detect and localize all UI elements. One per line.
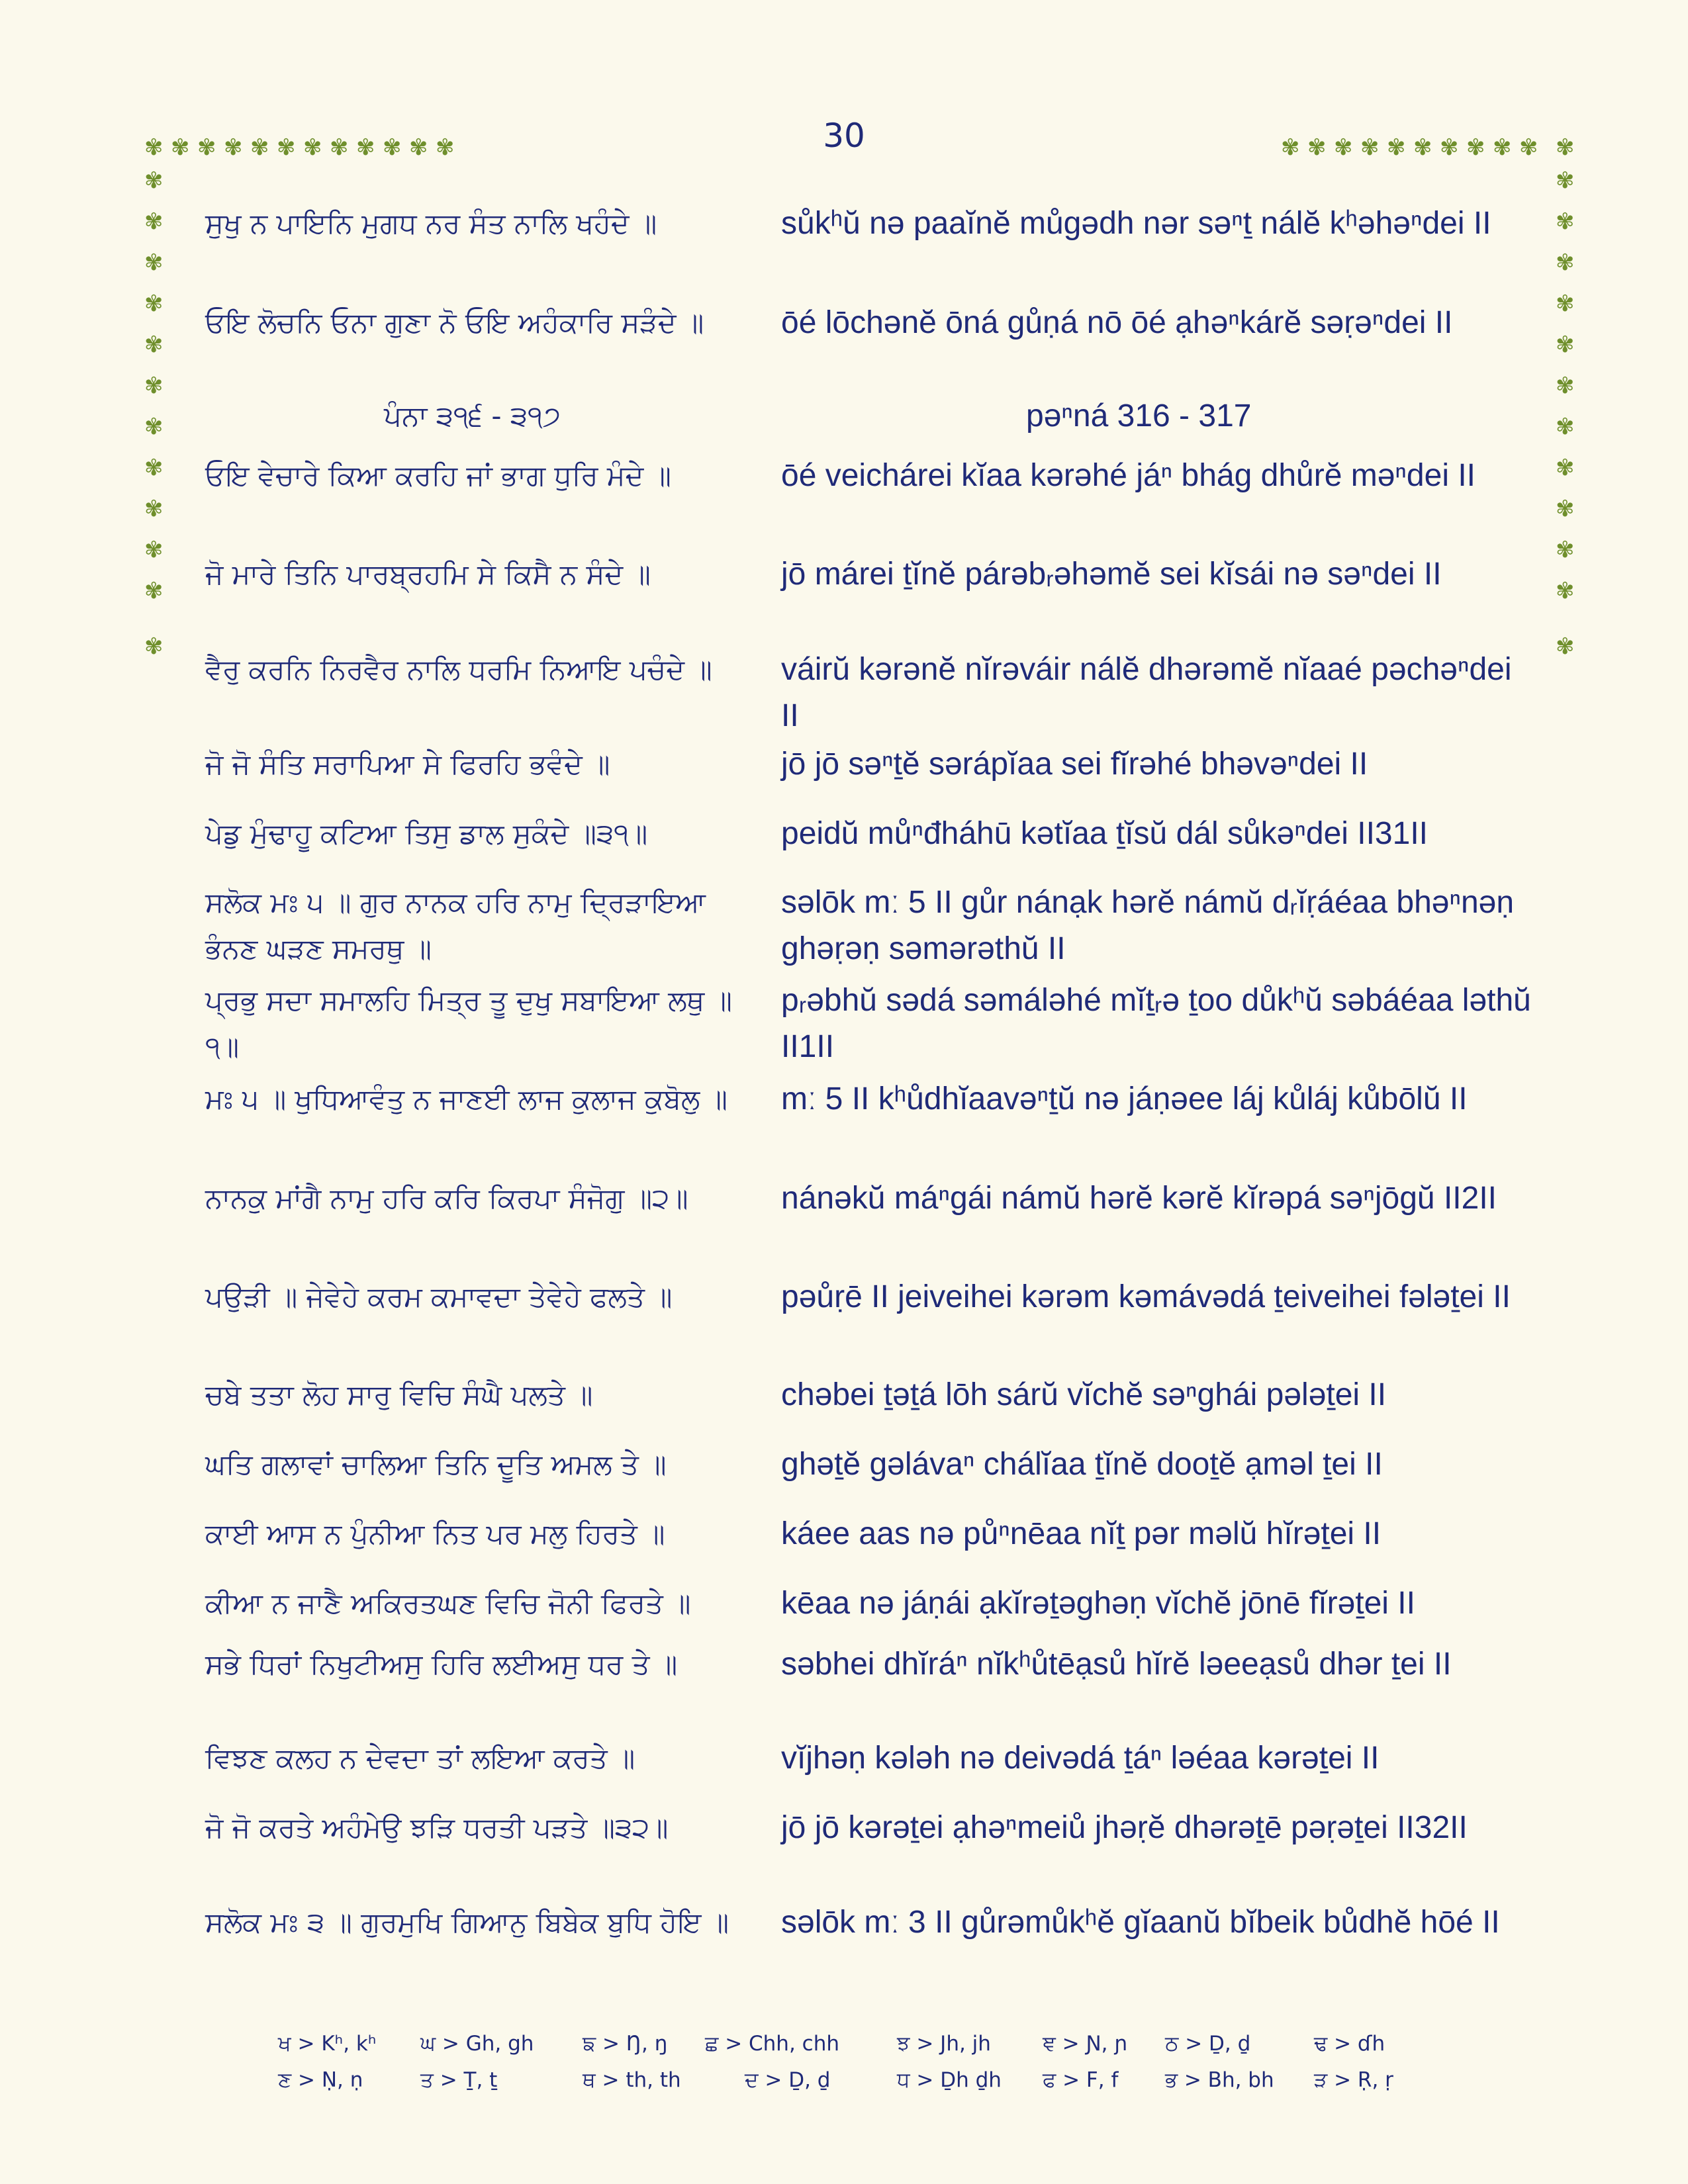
flower-ornament-icon: ✾ bbox=[356, 134, 375, 161]
transliteration-text: ōé lōchənĕ ōná gůṇá nō ōé ạhəⁿkárĕ səṛəⁿdei II bbox=[781, 305, 1453, 340]
transliteration-text: nánəkŭ máⁿgái námŭ hərĕ kərĕ kĭrəpá səⁿjōgŭ II2II bbox=[781, 1181, 1497, 1216]
transliteration-text: váirŭ kərənĕ nĭrəváir nálĕ dhərəmĕ nĭaaé pəchəⁿdei II bbox=[781, 652, 1512, 733]
transliteration-text: pəůṛē II jeiveihei kərəm kəmávədá ṯeiveihei fələṯei II bbox=[781, 1279, 1511, 1314]
flower-ornament-icon: ✾ bbox=[197, 134, 216, 161]
gurmukhi-text: ਸਭੇ ਧਿਰਾਂ ਨਿਖੁਟੀਅਸੁ ਹਿਰਿ ਲਈਅਸੁ ਧਰ ਤੇ ॥ bbox=[205, 1648, 678, 1680]
transliteration-text: səlōk mː 5 II gůr nánạk hərĕ námŭ dᵣĭṛáéaa bhəⁿnəṇ ghəṛəṇ səmərəthŭ II bbox=[781, 885, 1515, 966]
flower-ornament-icon: ✾ bbox=[144, 250, 164, 276]
gurmukhi-text: ਸੁਖੁ ਨ ਪਾਇਨਿ ਮੁਗਧ ਨਰ ਸੰਤ ਨਾਲਿ ਖਹੰਦੇ ॥ bbox=[205, 207, 657, 240]
gurmukhi-text: ਪ੍ਰਭੁ ਸਦਾ ਸਮਾਲਹਿ ਮਿਤ੍ਰ ਤੂ ਦੁਖੁ ਸਬਾਇਆ ਲਥੁ ॥੧॥ bbox=[205, 984, 732, 1063]
flower-ornament-icon: ✾ bbox=[1556, 496, 1575, 522]
gurmukhi-text: ਸਲੋਕ ਮਃ ੩ ॥ ਗੁਰਮੁਖਿ ਗਿਆਨੁ ਬਿਬੇਕ ਬੁਧਿ ਹੋਇ ॥ bbox=[205, 1906, 729, 1938]
transliteration-text: mː 5 II kʰůdhĭaavəⁿṯŭ nə jáṇəee láj kůláj kůbōlŭ II bbox=[781, 1081, 1468, 1116]
transliteration-text: ōé veichárei kĭaa kərəhé jáⁿ bhág dhůrĕ məⁿdei II bbox=[781, 458, 1476, 493]
gurmukhi-text: ਕਾਈ ਆਸ ਨ ਪੁੰਨੀਆ ਨਿਤ ਪਰ ਮਲੁ ਹਿਰਤੇ ॥ bbox=[205, 1518, 665, 1550]
gurmukhi-text: ਵੈਰੁ ਕਰਨਿ ਨਿਰਵੈਰ ਨਾਲਿ ਧਰਮਿ ਨਿਆਇ ਪਚੰਦੇ ॥ bbox=[205, 653, 712, 686]
flower-ornament-icon: ✾ bbox=[436, 134, 455, 161]
transliteration-text: kēaa nə jáṇái ạkĭrəṯəghəṇ vĭchĕ jōnē fĭrəṯei II bbox=[781, 1586, 1415, 1621]
legend-item: ਣ > Ṇ, ṇ bbox=[278, 2068, 363, 2092]
flower-ornament-icon: ✾ bbox=[1413, 134, 1432, 161]
transliteration-text: pᵣəbhŭ sədá səmáləhé mĭṯᵣə ṯoo důkʰŭ səbáéaa ləthŭ II1II bbox=[781, 983, 1531, 1064]
gurmukhi-text: ਓਇ ਵੇਚਾਰੇ ਕਿਆ ਕਰਹਿ ਜਾਂ ਭਾਗ ਧੁਰਿ ਮੰਦੇ ॥ bbox=[205, 459, 671, 492]
gurmukhi-text: ਜੋ ਮਾਰੇ ਤਿਨਿ ਪਾਰਬ੍ਰਹਮਿ ਸੇ ਕਿਸੈ ਨ ਸੰਦੇ ॥ bbox=[205, 558, 651, 590]
flower-ornament-icon: ✾ bbox=[1556, 134, 1575, 161]
legend-item: ਙ > Ŋ, ŋ bbox=[583, 2032, 668, 2056]
gurmukhi-text: ਸਲੋਕ ਮਃ ੫ ॥ ਗੁਰ ਨਾਨਕ ਹਰਿ ਨਾਮੁ ਦ੍ਰਿੜਾਇਆ ਭੰਨਣ ਘੜਣ ਸਮਰਥੁ ॥ bbox=[205, 886, 706, 965]
transliteration-text: káee aas nə půⁿnēaa nĭṯ pər məlŭ hĭrəṯei II bbox=[781, 1516, 1382, 1551]
flower-ornament-icon: ✾ bbox=[1281, 134, 1300, 161]
legend-item: ਠ > Ḏ, ḏ bbox=[1165, 2032, 1251, 2056]
flower-ornament-icon: ✾ bbox=[1556, 250, 1575, 276]
gurmukhi-text: ਕੀਆ ਨ ਜਾਣੈ ਅਕਿਰਤਘਣ ਵਿਚਿ ਜੋਨੀ ਫਿਰਤੇ ॥ bbox=[205, 1587, 691, 1619]
flower-ornament-icon: ✾ bbox=[277, 134, 296, 161]
transliteration-text: ghəṯĕ gəlávaⁿ chálĭaa ṯĭnĕ dooṯĕ ạməl ṯei II bbox=[781, 1447, 1383, 1482]
transliteration-text: səlōk mː 3 II gůrəmůkʰĕ gĭaanŭ bĭbeik bůdhĕ hōé II bbox=[781, 1905, 1500, 1940]
legend-item: ੜ > Ṛ, ṛ bbox=[1314, 2068, 1393, 2092]
transliteration-legend bbox=[278, 2032, 1470, 2105]
legend-row bbox=[278, 2032, 1470, 2068]
flower-ornament-icon: ✾ bbox=[144, 291, 164, 317]
transliteration-text: vĭjhəṇ kələh nə deivədá ṯáⁿ ləéaa kərəṯei II bbox=[781, 1741, 1380, 1776]
flower-ornament-icon: ✾ bbox=[1556, 414, 1575, 440]
page-number: 30 bbox=[823, 116, 865, 155]
flower-ornament-icon: ✾ bbox=[144, 373, 164, 399]
flower-ornament-icon: ✾ bbox=[1307, 134, 1327, 161]
transliteration-text: sůkʰŭ nə paaĭnĕ můgədh nər səⁿṯ nálĕ kʰəhəⁿdei II bbox=[781, 206, 1491, 241]
gurmukhi-text: ਚਬੇ ਤਤਾ ਲੋਹ ਸਾਰੁ ਵਿਚਿ ਸੰਘੈ ਪਲਤੇ ॥ bbox=[205, 1379, 593, 1411]
flower-ornament-icon: ✾ bbox=[1556, 633, 1575, 660]
gurmukhi-text: ਵਿਝਣ ਕਲਹ ਨ ਦੇਵਦਾ ਤਾਂ ਲਇਆ ਕਰਤੇ ॥ bbox=[205, 1742, 635, 1774]
flower-ornament-icon: ✾ bbox=[144, 578, 164, 604]
flower-ornament-icon: ✾ bbox=[1556, 537, 1575, 563]
flower-ornament-icon: ✾ bbox=[1360, 134, 1380, 161]
flower-ornament-icon: ✾ bbox=[1387, 134, 1406, 161]
flower-ornament-icon: ✾ bbox=[1556, 578, 1575, 604]
transliteration-text: jō jō kərəṯei ạhəⁿmeiů jhəṛĕ dhərəṯē pəṛəṯei II32II bbox=[781, 1810, 1468, 1845]
flower-ornament-icon: ✾ bbox=[144, 167, 164, 194]
flower-ornament-icon: ✾ bbox=[224, 134, 243, 161]
gurmukhi-text: ਨਾਨਕੁ ਮਾਂਗੈ ਨਾਮੁ ਹਰਿ ਕਰਿ ਕਿਰਪਾ ਸੰਜੋਗੁ ॥੨॥ bbox=[205, 1182, 688, 1214]
flower-ornament-icon: ✾ bbox=[383, 134, 402, 161]
legend-item: ਝ > Jh, jh bbox=[897, 2032, 991, 2056]
flower-ornament-icon: ✾ bbox=[1556, 291, 1575, 317]
gurmukhi-text: ਓਇ ਲੋਚਨਿ ਓਨਾ ਗੁਣਾ ਨੋ ਓਇ ਅਹੰਕਾਰਿ ਸੜੰਦੇ ॥ bbox=[205, 306, 704, 339]
legend-item: ਤ > Ṯ, ṯ bbox=[420, 2068, 498, 2092]
flower-ornament-icon: ✾ bbox=[1556, 167, 1575, 194]
flower-ornament-icon: ✾ bbox=[171, 134, 190, 161]
legend-item: ਦ > Ḏ, ḏ bbox=[745, 2068, 831, 2092]
transliteration-text: jō jō səⁿṯĕ sərápĭaa sei fĭrəhé bhəvəⁿdei II bbox=[781, 747, 1368, 782]
transliteration-text: peidŭ můⁿđháhū kətĭaa ṯĭsŭ dál sůkəⁿdei II31II bbox=[781, 816, 1428, 851]
flower-ornament-icon: ✾ bbox=[144, 134, 164, 161]
ang-transliteration: pəⁿná 316 - 317 bbox=[1026, 398, 1252, 433]
legend-item: ਖ > Kʰ, kʰ bbox=[278, 2032, 377, 2056]
flower-ornament-icon: ✾ bbox=[144, 537, 164, 563]
flower-ornament-icon: ✾ bbox=[330, 134, 349, 161]
legend-item: ਧ > Ḏh ḏh bbox=[897, 2068, 1002, 2092]
gurmukhi-text: ਜੋ ਜੋ ਸੰਤਿ ਸਰਾਪਿਆ ਸੇ ਫਿਰਹਿ ਭਵੰਦੇ ॥ bbox=[205, 748, 610, 780]
flower-ornament-icon: ✾ bbox=[144, 496, 164, 522]
flower-ornament-icon: ✾ bbox=[1519, 134, 1538, 161]
gurmukhi-text: ਘਤਿ ਗਲਾਵਾਂ ਚਾਲਿਆ ਤਿਨਿ ਦੂਤਿ ਅਮਲ ਤੇ ॥ bbox=[205, 1448, 667, 1480]
flower-ornament-icon: ✾ bbox=[144, 414, 164, 440]
flower-ornament-icon: ✾ bbox=[1556, 373, 1575, 399]
gurmukhi-text: ਮਃ ੫ ॥ ਖੁਧਿਆਵੰਤੁ ਨ ਜਾਣਈ ਲਾਜ ਕੁਲਾਜ ਕੁਬੋਲੁ ॥ bbox=[205, 1083, 727, 1115]
gurmukhi-text: ਜੋ ਜੋ ਕਰਤੇ ਅਹੰਮੇਉ ਝੜਿ ਧਰਤੀ ਪੜਤੇ ॥੩੨॥ bbox=[205, 1811, 669, 1844]
flower-ornament-icon: ✾ bbox=[1466, 134, 1485, 161]
gurmukhi-text: ਪੇਡੁ ਮੁੰਢਾਹੂ ਕਟਿਆ ਤਿਸੁ ਡਾਲ ਸੁਕੰਦੇ ॥੩੧॥ bbox=[205, 817, 648, 850]
flower-ornament-icon: ✾ bbox=[1556, 332, 1575, 358]
flower-ornament-icon: ✾ bbox=[144, 332, 164, 358]
flower-ornament-icon: ✾ bbox=[1556, 455, 1575, 481]
legend-item: ਭ > Bh, bh bbox=[1165, 2068, 1274, 2092]
ang-gurmukhi: ਪੰਨਾ ੩੧੬ - ੩੧੭ bbox=[384, 400, 561, 432]
flower-ornament-icon: ✾ bbox=[144, 633, 164, 660]
gurmukhi-text: ਪਉੜੀ ॥ ਜੇਵੇਹੇ ਕਰਮ ਕਮਾਵਦਾ ਤੇਵੇਹੇ ਫਲਤੇ ॥ bbox=[205, 1281, 673, 1313]
legend-item: ਥ > th, th bbox=[583, 2068, 681, 2092]
legend-item: ਫ > F, f bbox=[1043, 2068, 1119, 2092]
flower-ornament-icon: ✾ bbox=[1334, 134, 1353, 161]
flower-ornament-icon: ✾ bbox=[144, 208, 164, 235]
transliteration-text: chəbei ṯəṯá lōh sárŭ vĭchĕ səⁿghái pələṯei II bbox=[781, 1377, 1387, 1412]
flower-ornament-icon: ✾ bbox=[144, 455, 164, 481]
transliteration-text: jō márei ṯĭnĕ párəbᵣəhəmĕ sei kĭsái nə səⁿdei II bbox=[781, 557, 1442, 592]
legend-item: ਢ > ɗh bbox=[1314, 2032, 1385, 2056]
flower-ornament-icon: ✾ bbox=[250, 134, 269, 161]
flower-ornament-icon: ✾ bbox=[303, 134, 322, 161]
legend-item: ਞ > Ɲ, ɲ bbox=[1043, 2032, 1128, 2056]
flower-ornament-icon: ✾ bbox=[1493, 134, 1512, 161]
flower-ornament-icon: ✾ bbox=[1440, 134, 1459, 161]
flower-ornament-icon: ✾ bbox=[409, 134, 428, 161]
flower-ornament-icon: ✾ bbox=[1556, 208, 1575, 235]
legend-item: ਛ > Chh, chh bbox=[705, 2032, 840, 2056]
legend-row bbox=[278, 2068, 1470, 2105]
transliteration-text: səbhei dhĭráⁿ nĭkʰůtēạsů hĭrĕ ləeeạsů dhər ṯei II bbox=[781, 1647, 1452, 1682]
legend-item: ਘ > Gh, gh bbox=[420, 2032, 534, 2056]
